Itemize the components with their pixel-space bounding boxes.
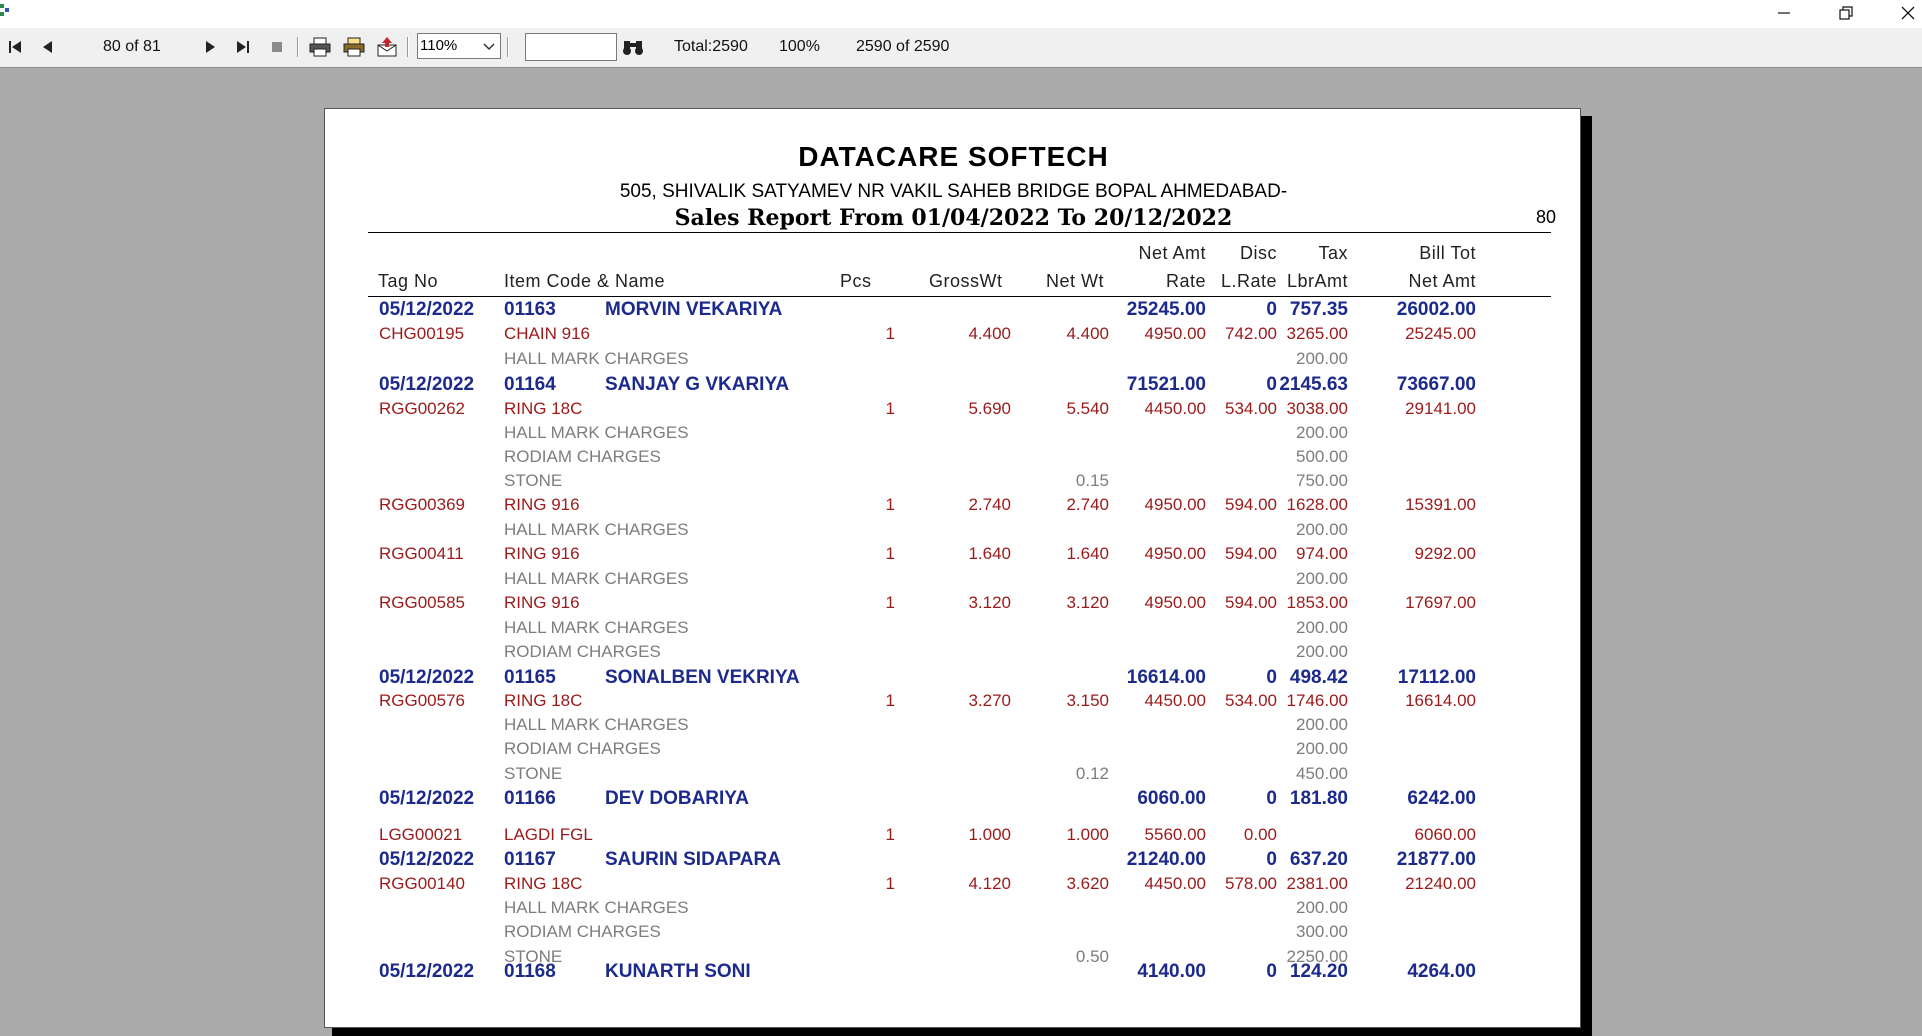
cell-lrate: 594.00 — [1225, 495, 1277, 514]
cell-item: HALL MARK CHARGES — [504, 898, 689, 917]
charge-row — [325, 642, 1581, 664]
charge-row — [325, 423, 1581, 445]
cell-net: 17112.00 — [1397, 667, 1476, 688]
cell-gross: 3.270 — [968, 691, 1011, 710]
cell-name: SANJAY G VKARIYA — [605, 374, 790, 395]
cell-lbr: 750.00 — [1296, 471, 1348, 490]
cell-net: 4264.00 — [1407, 960, 1476, 982]
cell-lrate: 0 — [1266, 960, 1277, 982]
cell-item: 01168 — [504, 960, 556, 982]
search-input[interactable] — [525, 33, 617, 61]
cell-net: 21240.00 — [1405, 874, 1476, 893]
cell-rate: 6060.00 — [1137, 788, 1206, 809]
print-setup-button[interactable] — [341, 28, 367, 66]
charge-row — [325, 569, 1581, 591]
cell-gross: 1.640 — [968, 544, 1011, 563]
cell-tag: RGG00585 — [379, 593, 465, 612]
cell-lbr: 498.42 — [1289, 667, 1348, 688]
cell-netwt: 1.640 — [1066, 544, 1109, 563]
cell-item: STONE — [504, 947, 563, 966]
cell-pcs: 1 — [885, 495, 895, 514]
header-bill-tot: Bill Tot — [1419, 243, 1476, 263]
cell-lbr: 2145.63 — [1279, 374, 1348, 395]
cell-net: 29141.00 — [1405, 399, 1476, 418]
cell-tag: 05/12/2022 — [379, 299, 475, 320]
close-icon — [1901, 6, 1915, 20]
cell-net: 6060.00 — [1414, 825, 1476, 844]
charge-row — [325, 715, 1581, 737]
total-count: Total:2590 — [674, 38, 748, 55]
cell-lbr: 300.00 — [1296, 922, 1348, 941]
cell-lbr: 3265.00 — [1286, 324, 1348, 343]
charge-row — [325, 349, 1581, 371]
cell-item: RING 916 — [504, 593, 580, 612]
toolbar-separator — [507, 37, 509, 57]
restore-button[interactable] — [1818, 0, 1874, 26]
cell-tag: 05/12/2022 — [379, 374, 475, 395]
item-row — [325, 874, 1581, 896]
cell-name: DEV DOBARIYA — [605, 788, 749, 809]
company-name: DATACARE SOFTECH — [798, 141, 1109, 172]
cell-item: LAGDI FGL — [504, 825, 593, 844]
cell-item: 01166 — [504, 788, 556, 809]
cell-item: 01164 — [504, 374, 556, 395]
cell-tag: LGG00021 — [379, 825, 463, 844]
last-page-icon — [236, 39, 250, 55]
cell-lbr: 1746.00 — [1286, 691, 1348, 710]
cell-item: RING 18C — [504, 874, 583, 893]
report-toolbar — [0, 28, 1922, 68]
cell-rate: 25245.00 — [1126, 299, 1206, 320]
item-row — [325, 399, 1581, 421]
cell-lbr: 124.20 — [1289, 960, 1348, 982]
last-page-button[interactable] — [232, 28, 254, 66]
cell-lbr: 450.00 — [1296, 764, 1348, 783]
cell-net: 25245.00 — [1405, 324, 1476, 343]
cell-lbr: 1853.00 — [1286, 593, 1348, 612]
cell-lrate: 742.00 — [1225, 324, 1277, 343]
cell-pcs: 1 — [885, 691, 895, 710]
header-rate: Rate — [1165, 271, 1206, 291]
print-button[interactable] — [307, 28, 333, 66]
charge-row — [325, 447, 1581, 469]
cell-item: HALL MARK CHARGES — [504, 715, 689, 734]
cell-item: RODIAM CHARGES — [504, 739, 661, 758]
cell-rate: 4950.00 — [1144, 544, 1206, 563]
cell-lrate: 0 — [1266, 849, 1277, 870]
first-page-button[interactable] — [4, 28, 26, 66]
charge-row — [325, 471, 1581, 493]
charge-row — [325, 922, 1581, 944]
cell-lrate: 0 — [1266, 788, 1277, 809]
item-row — [325, 495, 1581, 517]
chevron-down-icon — [482, 38, 496, 54]
header-tax: Tax — [1318, 243, 1348, 263]
previous-page-icon — [41, 39, 53, 55]
item-row — [325, 825, 1581, 847]
report-page — [324, 108, 1581, 1028]
cell-lbr: 2250.00 — [1286, 947, 1348, 966]
cell-rate: 4450.00 — [1144, 399, 1206, 418]
cell-item: STONE — [504, 764, 563, 783]
cell-rate: 4950.00 — [1144, 495, 1206, 514]
cell-tag: RGG00576 — [379, 691, 465, 710]
cell-tag: 05/12/2022 — [379, 849, 475, 870]
first-page-icon — [8, 39, 22, 55]
cell-lbr: 974.00 — [1296, 544, 1348, 563]
cell-item: CHAIN 916 — [504, 324, 590, 343]
binoculars-icon — [622, 37, 646, 57]
cell-tag: RGG00140 — [379, 874, 465, 893]
cell-item: HALL MARK CHARGES — [504, 423, 689, 442]
cell-tag: RGG00369 — [379, 495, 465, 514]
cell-lrate: 578.00 — [1225, 874, 1277, 893]
cell-item: HALL MARK CHARGES — [504, 569, 689, 588]
cell-netwt: 1.000 — [1066, 825, 1109, 844]
charge-row — [325, 764, 1581, 786]
cell-rate: 16614.00 — [1126, 667, 1206, 688]
stop-icon — [271, 41, 283, 53]
cell-tag: CHG00195 — [379, 324, 465, 343]
cell-net: 16614.00 — [1405, 691, 1476, 710]
cell-netwt: 3.150 — [1066, 691, 1109, 710]
cell-lbr: 200.00 — [1296, 618, 1348, 637]
cell-pcs: 1 — [885, 593, 895, 612]
cell-lrate: 594.00 — [1225, 593, 1277, 612]
minimize-button[interactable] — [1756, 0, 1812, 26]
cell-net: 73667.00 — [1396, 374, 1476, 395]
header-lbr-amt: LbrAmt — [1286, 271, 1348, 291]
column-header-rule — [368, 296, 1551, 297]
cell-netwt: 4.400 — [1066, 324, 1109, 343]
header-disc: Disc — [1240, 243, 1277, 263]
header-item: Item Code & Name — [504, 271, 666, 291]
next-page-button[interactable] — [200, 28, 222, 66]
cell-tag: 05/12/2022 — [379, 960, 475, 982]
cell-item: HALL MARK CHARGES — [504, 349, 689, 368]
cell-gross: 1.000 — [968, 825, 1011, 844]
cell-name: MORVIN VEKARIYA — [605, 299, 783, 320]
cell-pcs: 1 — [885, 874, 895, 893]
charge-row — [325, 739, 1581, 761]
cell-gross: 4.120 — [968, 874, 1011, 893]
cell-gross: 4.400 — [968, 324, 1011, 343]
header-pcs: Pcs — [840, 271, 872, 291]
minimize-icon — [1777, 6, 1791, 20]
header-net-amt: Net Amt — [1138, 243, 1206, 263]
cell-lbr: 200.00 — [1296, 642, 1348, 661]
cell-tag: RGG00411 — [379, 544, 464, 563]
zoom-value: 110% — [420, 37, 458, 54]
cell-net: 9292.00 — [1414, 544, 1476, 563]
cell-pcs: 1 — [885, 544, 895, 563]
bill-row — [325, 299, 1581, 321]
cell-netwt: 5.540 — [1066, 399, 1109, 418]
cell-tag: 05/12/2022 — [379, 667, 475, 688]
stop-button[interactable] — [266, 28, 288, 66]
cell-net: 6242.00 — [1407, 788, 1476, 809]
close-button[interactable] — [1880, 0, 1922, 26]
cell-gross: 2.740 — [968, 495, 1011, 514]
cell-lrate: 534.00 — [1225, 399, 1277, 418]
cell-item: 01165 — [504, 667, 556, 688]
cell-lbr: 1628.00 — [1286, 495, 1348, 514]
cell-rate: 5560.00 — [1144, 825, 1206, 844]
cell-rate: 4950.00 — [1144, 324, 1206, 343]
cell-name: SONALBEN VEKRIYA — [605, 667, 800, 688]
cell-lbr: 2381.00 — [1286, 874, 1348, 893]
cell-lbr: 200.00 — [1296, 423, 1348, 442]
cell-item: RING 916 — [504, 495, 580, 514]
bill-row — [325, 849, 1581, 871]
cell-item: RODIAM CHARGES — [504, 447, 661, 466]
cell-netwt: 0.50 — [1075, 947, 1109, 966]
cell-lrate: 0 — [1266, 374, 1277, 395]
cell-lbr: 200.00 — [1296, 569, 1348, 588]
cell-lrate: 0 — [1266, 299, 1277, 320]
cell-rate: 71521.00 — [1126, 374, 1206, 395]
charge-row — [325, 618, 1581, 640]
cell-item: 01167 — [504, 849, 556, 870]
cell-item: RING 18C — [504, 399, 583, 418]
cell-tag: RGG00262 — [379, 399, 465, 418]
charge-row — [325, 898, 1581, 920]
cell-lbr: 757.35 — [1289, 299, 1348, 320]
cell-lbr: 637.20 — [1289, 849, 1348, 870]
page-indicator: 80 of 81 — [103, 38, 161, 55]
item-row — [325, 691, 1581, 713]
printer-icon — [309, 37, 331, 57]
cell-pcs: 1 — [885, 825, 895, 844]
cell-net: 26002.00 — [1396, 299, 1476, 320]
cell-net: 21877.00 — [1396, 849, 1476, 870]
cell-item: 01163 — [504, 299, 556, 320]
bill-row — [325, 788, 1581, 810]
bill-row — [325, 667, 1581, 689]
cell-lbr: 200.00 — [1296, 520, 1348, 539]
bill-row — [325, 374, 1581, 396]
cell-lbr: 200.00 — [1296, 715, 1348, 734]
cell-item: RING 18C — [504, 691, 583, 710]
cell-gross: 5.690 — [968, 399, 1011, 418]
report-page-number: 80 — [1535, 207, 1556, 227]
item-row — [325, 544, 1581, 566]
cell-netwt: 3.120 — [1066, 593, 1109, 612]
app-icon — [0, 2, 14, 22]
restore-icon — [1839, 6, 1853, 20]
cell-name: SAURIN SIDAPARA — [605, 849, 781, 870]
cell-item: HALL MARK CHARGES — [504, 520, 689, 539]
zoom-select[interactable] — [417, 33, 501, 59]
header-rule — [368, 232, 1551, 233]
title-bar — [0, 0, 1922, 28]
cell-lbr: 200.00 — [1296, 349, 1348, 368]
toolbar-separator — [297, 37, 299, 57]
cell-lrate: 0.00 — [1243, 825, 1277, 844]
cell-lbr: 500.00 — [1296, 447, 1348, 466]
cell-rate: 4950.00 — [1144, 593, 1206, 612]
cell-gross: 3.120 — [968, 593, 1011, 612]
cell-item: RING 916 — [504, 544, 580, 563]
cell-pcs: 1 — [885, 324, 895, 343]
header-net-wt: Net Wt — [1046, 271, 1105, 291]
cell-netwt: 0.15 — [1075, 471, 1109, 490]
previous-page-button[interactable] — [36, 28, 58, 66]
cell-netwt: 2.740 — [1066, 495, 1109, 514]
toolbar-separator — [407, 37, 409, 57]
cell-rate: 4140.00 — [1137, 960, 1206, 982]
cell-lbr: 3038.00 — [1286, 399, 1348, 418]
cell-item: HALL MARK CHARGES — [504, 618, 689, 637]
charge-row — [325, 520, 1581, 542]
header-tag-no: Tag No — [378, 271, 439, 291]
cell-rate: 4450.00 — [1144, 874, 1206, 893]
cell-netwt: 0.12 — [1075, 764, 1109, 783]
cell-pcs: 1 — [885, 399, 895, 418]
cell-lrate: 594.00 — [1225, 544, 1277, 563]
cell-net: 15391.00 — [1405, 495, 1476, 514]
cell-netwt: 3.620 — [1066, 874, 1109, 893]
record-count: 2590 of 2590 — [856, 38, 950, 55]
report-title: Sales Report From 01/04/2022 To 20/12/2022 — [674, 205, 1233, 231]
bill-row — [325, 961, 1581, 983]
company-address: 505, SHIVALIK SATYAMEV NR VAKIL SAHEB BRIDGE BOPAL AHMEDABAD- — [619, 181, 1288, 202]
percent-indicator: 100% — [779, 38, 820, 55]
header-gross-wt: GrossWt — [929, 271, 1003, 291]
cell-name: KUNARTH SONI — [605, 960, 751, 982]
cell-tag: 05/12/2022 — [379, 788, 475, 809]
item-row — [325, 324, 1581, 346]
cell-rate: 21240.00 — [1126, 849, 1206, 870]
header-l-rate: L.Rate — [1220, 271, 1277, 291]
cell-item: RODIAM CHARGES — [504, 922, 661, 941]
cell-rate: 4450.00 — [1144, 691, 1206, 710]
item-row — [325, 593, 1581, 615]
cell-lbr: 200.00 — [1296, 739, 1348, 758]
find-button[interactable] — [620, 28, 648, 66]
cell-net: 17697.00 — [1405, 593, 1476, 612]
cell-lrate: 0 — [1266, 667, 1277, 688]
header-net-amt-2: Net Amt — [1408, 271, 1476, 291]
cell-item: RODIAM CHARGES — [504, 642, 661, 661]
cell-lrate: 534.00 — [1225, 691, 1277, 710]
cell-item: STONE — [504, 471, 563, 490]
export-icon — [376, 37, 398, 57]
cell-lbr: 181.80 — [1289, 788, 1348, 809]
cell-lbr: 200.00 — [1296, 898, 1348, 917]
next-page-icon — [205, 39, 217, 55]
export-button[interactable] — [374, 28, 400, 66]
printer-setup-icon — [343, 37, 365, 57]
